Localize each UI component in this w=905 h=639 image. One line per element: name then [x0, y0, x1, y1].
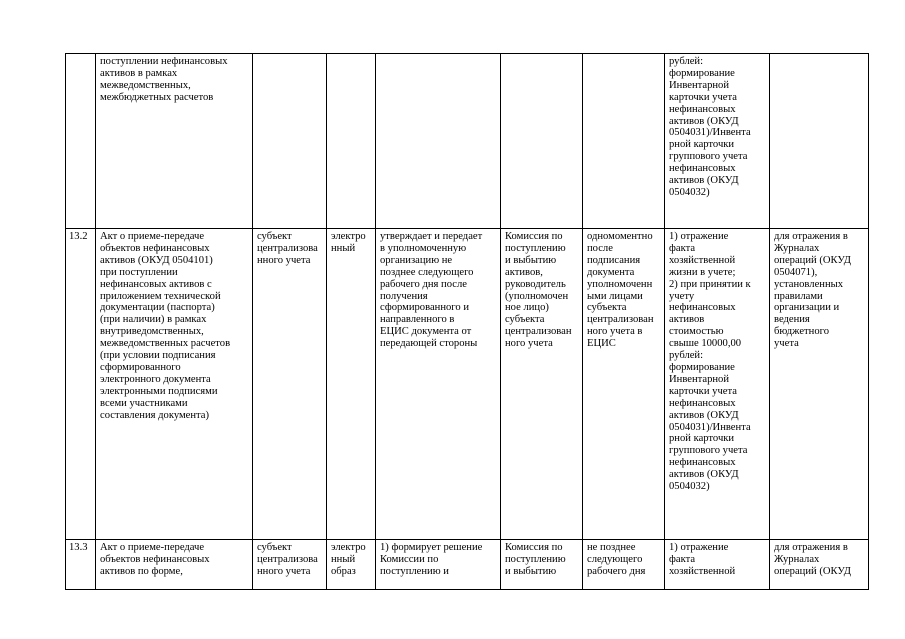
registration-cell: для отражения в Журналах операций (ОКУД 0504071), установленных правилами организации и ведения бюджетного учета: [770, 229, 869, 540]
document-name-cell: Акт о приеме-передаче объектов нефинансовых активов по форме,: [96, 540, 253, 590]
responsible-cell: [253, 54, 327, 229]
form-type-cell: электро нный: [327, 229, 376, 540]
purpose-cell: рублей: формирование Инвентарной карточки учета нефинансовых активов (ОКУД 0504031)/Инвента рной карточки группового учета нефинансовых активов (ОКУД 0504032): [665, 54, 770, 229]
purpose-cell: 1) отражение факта хозяйственной жизни в учете; 2) при принятии к учету нефинансовых активов стоимостью свыше 10000,00 рублей: формирование Инвентарной карточки учета нефинансовых активов (ОКУД 0504031)/Инвента рной карточки группового учета нефинансовых активов (ОКУД 0504032): [665, 229, 770, 540]
responsible-cell: субъект централизова нного учета: [253, 229, 327, 540]
form-type-cell: электро нный образ: [327, 540, 376, 590]
action-cell: [376, 54, 501, 229]
deadline-cell: не позднее следующего рабочего дня: [583, 540, 665, 590]
row-number: [66, 54, 96, 229]
table-row: [66, 54, 869, 229]
registration-cell: для отражения в Журналах операций (ОКУД: [770, 540, 869, 590]
responsible-cell: субъект централизова нного учета: [253, 540, 327, 590]
signer-cell: [501, 54, 583, 229]
registration-cell: [770, 54, 869, 229]
signer-cell: Комиссия по поступлению и выбытию активов, руководитель (уполномочен ное лицо) субъекта централизован ного учета: [501, 229, 583, 540]
document-name-cell: поступлении нефинансовых активов в рамках межведомственных, межбюджетных расчетов: [96, 54, 253, 229]
row-number: 13.3: [66, 540, 96, 590]
purpose-cell: 1) отражение факта хозяйственной: [665, 540, 770, 590]
table-row: [66, 540, 869, 590]
action-cell: утверждает и передает в уполномоченную организацию не позднее следующего рабочего дня после получения сформированного и направленного в ЕЦИС документа от передающей стороны: [376, 229, 501, 540]
table-row: [66, 229, 869, 540]
form-type-cell: [327, 54, 376, 229]
deadline-cell: одномоментно после подписания документа уполномоченн ыми лицами субъекта централизован ного учета в ЕЦИС: [583, 229, 665, 540]
deadline-cell: [583, 54, 665, 229]
document-table: [65, 53, 869, 590]
action-cell: 1) формирует решение Комиссии по поступлению и: [376, 540, 501, 590]
row-number: 13.2: [66, 229, 96, 540]
document-name-cell: Акт о приеме-передаче объектов нефинансовых активов (ОКУД 0504101) при поступлении нефинансовых активов с приложением технической документации (паспорта) (при наличии) в рамках внутриведомственных, межведомственных расчетов (при условии подписания сформированного электронного документа электронными подписями всеми участниками составления документа): [96, 229, 253, 540]
signer-cell: Комиссия по поступлению и выбытию: [501, 540, 583, 590]
